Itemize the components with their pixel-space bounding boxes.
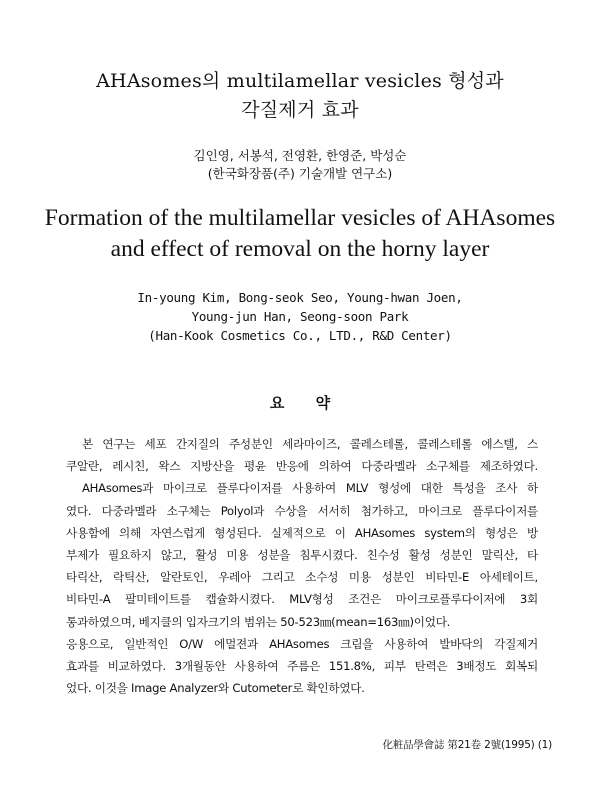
english-authors-line-1: In-young Kim, Bong-seok Seo, Young-hwan Joen, — [137, 290, 463, 305]
abstract-heading: 요 약 — [269, 394, 331, 412]
abstract-line: 비타민-A 팔미테이트를 캡슐화시켰다. MLV형성 조건은 마이크로플루다이저에 3회 — [66, 592, 538, 607]
abstract-line: 타릭산, 락틱산, 알란토인, 우레아 그리고 소수성 미용 성분인 비타민-E 아세테이트, — [66, 570, 538, 585]
korean-title-line-2: 각질제거 효과 — [241, 99, 359, 121]
english-title-line-2: and effect of removal on the horny layer — [110, 236, 490, 262]
korean-affiliation: (한국화장품(주) 기술개발 연구소) — [207, 166, 393, 181]
english-title-line-1: Formation of the multilamellar vesicles of AHAsomes — [44, 205, 556, 231]
abstract-line: 부제가 필요하지 않고, 활성 미용 성분을 침투시켰다. 친수성 활성 성분인 말릭산, 타 — [66, 547, 538, 562]
korean-authors: 김인영, 서봉석, 전영환, 한영준, 박성순 — [193, 148, 407, 163]
english-authors-line-2: Young-jun Han, Seong-soon Park — [191, 309, 409, 324]
abstract-line: 효과를 비교하였다. 3개월동안 사용하여 주름은 151.8%, 피부 탄력은 3배정도 회복되 — [66, 658, 538, 673]
abstract-line: 사용함에 의해 자연스럽게 형성된다. 실제적으로 이 AHAsomes system의 형성은 방 — [66, 525, 538, 540]
abstract-line: 였다. 다중라멜라 소구체는 Polyol과 수상을 서서히 첨가하고, 마이크로 플루다이저를 — [66, 503, 538, 518]
abstract-line: 쿠알란, 레시친, 왁스 지방산을 평윤 반응에 의하여 다중라멜라 소구체를 제조하였다. — [66, 459, 538, 474]
abstract-body — [66, 433, 538, 699]
korean-title-line-1: AHAsomes의 multilamellar vesicles 형성과 — [96, 70, 504, 92]
abstract-line: 었다. 이것을 Image Analyzer와 Cutometer로 확인하였다. — [66, 681, 365, 696]
abstract-line: 본 연구는 세포 간지질의 주성분인 세라마이즈, 콜레스테롤, 콜레스테롤 에스텔, 스 — [82, 437, 538, 451]
english-affiliation: (Han-Kook Cosmetics Co., LTD., R&D Center) — [148, 328, 452, 343]
abstract-line: AHAsomes과 마이크로 플루다이저를 사용하여 MLV 형성에 대한 특성을 조사 하 — [82, 481, 538, 496]
journal-footer: 化粧品學會誌 第21卷 2號(1995) (1) — [382, 739, 552, 751]
abstract-line: 응용으로, 일반적인 O/W 에멀젼과 AHAsomes 크림을 사용하여 발바닥의 각질제거 — [66, 636, 538, 651]
abstract-line: 통과하였으며, 베지클의 입자크기의 범위는 50-523㎚(mean=163㎚)이었다. — [66, 614, 451, 629]
